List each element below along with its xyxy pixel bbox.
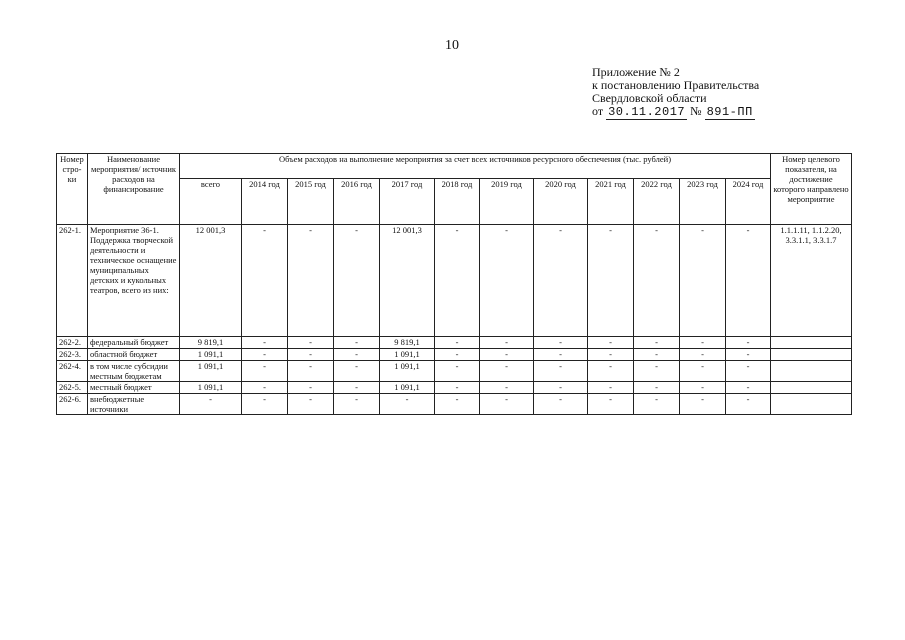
year-value-cell: - <box>588 349 634 361</box>
year-value-cell: - <box>588 382 634 394</box>
year-value-cell: - <box>534 225 588 337</box>
year-value-cell: - <box>288 225 334 337</box>
row-number-cell: 262-5. <box>57 382 88 394</box>
year-value-cell: - <box>242 337 288 349</box>
target-indicator-cell <box>771 337 852 349</box>
year-value-cell: - <box>634 225 680 337</box>
header-year: 2020 год <box>534 179 588 225</box>
year-value-cell: - <box>334 382 380 394</box>
year-value-cell: - <box>534 337 588 349</box>
row-number-cell: 262-4. <box>57 361 88 382</box>
resolution-date: 30.11.2017 <box>608 105 686 119</box>
total-cell: 1 091,1 <box>180 382 242 394</box>
table-row <box>57 394 852 415</box>
resolution-number: 891-ПП <box>706 105 753 119</box>
table-row <box>57 337 852 349</box>
header-year: 2014 год <box>242 179 288 225</box>
activity-name-cell: областной бюджет <box>88 349 180 361</box>
expenditure-table <box>56 153 852 415</box>
header-activity-name: Наименование мероприятия/ источник расходов на финансирование <box>88 154 180 225</box>
year-value-cell: - <box>288 349 334 361</box>
year-value-cell: - <box>435 225 480 337</box>
year-value-cell: 12 001,3 <box>380 225 435 337</box>
target-indicator-cell <box>771 349 852 361</box>
year-value-cell: - <box>534 349 588 361</box>
page-number: 10 <box>445 38 459 53</box>
activity-name-cell: Мероприятие 36-1. Поддержка творческой деятельности и техническое оснащение муниципальных детских и кукольных театров, всего из них: <box>88 225 180 337</box>
table-row <box>57 361 852 382</box>
year-value-cell: - <box>480 361 534 382</box>
appendix-line-region: Свердловской области <box>592 91 707 105</box>
year-value-cell: - <box>480 394 534 415</box>
year-value-cell: - <box>588 337 634 349</box>
year-value-cell: - <box>726 337 771 349</box>
year-value-cell: - <box>380 394 435 415</box>
appendix-title: Приложение № 2 <box>592 65 680 79</box>
year-value-cell: - <box>334 361 380 382</box>
header-total: всего <box>180 179 242 225</box>
year-value-cell: - <box>680 382 726 394</box>
row-number-cell: 262-2. <box>57 337 88 349</box>
header-target-indicator: Номер целевого показателя, на достижение которого направлено мероприятие <box>771 154 852 225</box>
year-value-cell: - <box>435 394 480 415</box>
year-value-cell: - <box>726 382 771 394</box>
year-value-cell: - <box>288 337 334 349</box>
header-year: 2017 год <box>380 179 435 225</box>
total-cell: - <box>180 394 242 415</box>
year-value-cell: - <box>680 361 726 382</box>
year-value-cell: - <box>288 382 334 394</box>
year-value-cell: - <box>334 394 380 415</box>
activity-name-cell: федеральный бюджет <box>88 337 180 349</box>
from-label: от <box>592 104 604 118</box>
year-value-cell: - <box>680 225 726 337</box>
year-value-cell: - <box>435 337 480 349</box>
appendix-header <box>592 66 759 119</box>
year-value-cell: - <box>435 361 480 382</box>
target-indicator-cell <box>771 394 852 415</box>
year-value-cell: - <box>588 225 634 337</box>
year-value-cell: 1 091,1 <box>380 361 435 382</box>
appendix-line-resolution: к постановлению Правительства <box>592 78 760 92</box>
total-cell: 9 819,1 <box>180 337 242 349</box>
table-row <box>57 349 852 361</box>
year-value-cell: - <box>534 394 588 415</box>
row-number-cell: 262-6. <box>57 394 88 415</box>
year-value-cell: - <box>680 349 726 361</box>
activity-name-cell: в том числе субсидии местным бюджетам <box>88 361 180 382</box>
header-year: 2019 год <box>480 179 534 225</box>
year-value-cell: - <box>288 361 334 382</box>
year-value-cell: - <box>435 349 480 361</box>
year-value-cell: - <box>334 349 380 361</box>
year-value-cell: - <box>480 382 534 394</box>
year-value-cell: - <box>334 337 380 349</box>
year-value-cell: - <box>242 361 288 382</box>
header-year: 2016 год <box>334 179 380 225</box>
year-value-cell: - <box>242 349 288 361</box>
year-value-cell: - <box>726 225 771 337</box>
header-expenditure-volume: Объем расходов на выполнение мероприятия за счет всех источников ресурсного обеспечения (тыс. рублей) <box>180 154 771 179</box>
activity-name-cell: местный бюджет <box>88 382 180 394</box>
year-value-cell: - <box>634 394 680 415</box>
year-value-cell: - <box>726 394 771 415</box>
total-cell: 12 001,3 <box>180 225 242 337</box>
year-value-cell: - <box>634 337 680 349</box>
year-value-cell: - <box>480 225 534 337</box>
table-row <box>57 225 852 337</box>
header-year: 2021 год <box>588 179 634 225</box>
header-year: 2024 год <box>726 179 771 225</box>
year-value-cell: 9 819,1 <box>380 337 435 349</box>
year-value-cell: - <box>242 225 288 337</box>
year-value-cell: - <box>588 361 634 382</box>
year-value-cell: - <box>242 394 288 415</box>
appendix-date-line <box>592 105 759 119</box>
target-indicator-cell: 1.1.1.11, 1.1.2.20, 3.3.1.1, 3.3.1.7 <box>771 225 852 337</box>
header-year: 2022 год <box>634 179 680 225</box>
year-value-cell: - <box>242 382 288 394</box>
row-number-cell: 262-3. <box>57 349 88 361</box>
year-value-cell: - <box>634 349 680 361</box>
header-row-number: Номер стро-ки <box>57 154 88 225</box>
activity-name-cell: внебюджетные источники <box>88 394 180 415</box>
year-value-cell: - <box>634 382 680 394</box>
year-value-cell: - <box>588 394 634 415</box>
total-cell: 1 091,1 <box>180 349 242 361</box>
row-number-cell: 262-1. <box>57 225 88 337</box>
total-cell: 1 091,1 <box>180 361 242 382</box>
year-value-cell: - <box>480 349 534 361</box>
year-value-cell: - <box>288 394 334 415</box>
year-value-cell: 1 091,1 <box>380 382 435 394</box>
year-value-cell: - <box>534 361 588 382</box>
year-value-cell: - <box>680 394 726 415</box>
year-value-cell: - <box>680 337 726 349</box>
number-label: № <box>690 104 702 118</box>
year-value-cell: - <box>334 225 380 337</box>
header-year: 2015 год <box>288 179 334 225</box>
year-value-cell: - <box>726 349 771 361</box>
year-value-cell: - <box>534 382 588 394</box>
year-value-cell: - <box>435 382 480 394</box>
header-year: 2023 год <box>680 179 726 225</box>
year-value-cell: - <box>480 337 534 349</box>
year-value-cell: - <box>634 361 680 382</box>
year-value-cell: - <box>726 361 771 382</box>
header-year: 2018 год <box>435 179 480 225</box>
year-value-cell: 1 091,1 <box>380 349 435 361</box>
target-indicator-cell <box>771 382 852 394</box>
target-indicator-cell <box>771 361 852 382</box>
table-row <box>57 382 852 394</box>
